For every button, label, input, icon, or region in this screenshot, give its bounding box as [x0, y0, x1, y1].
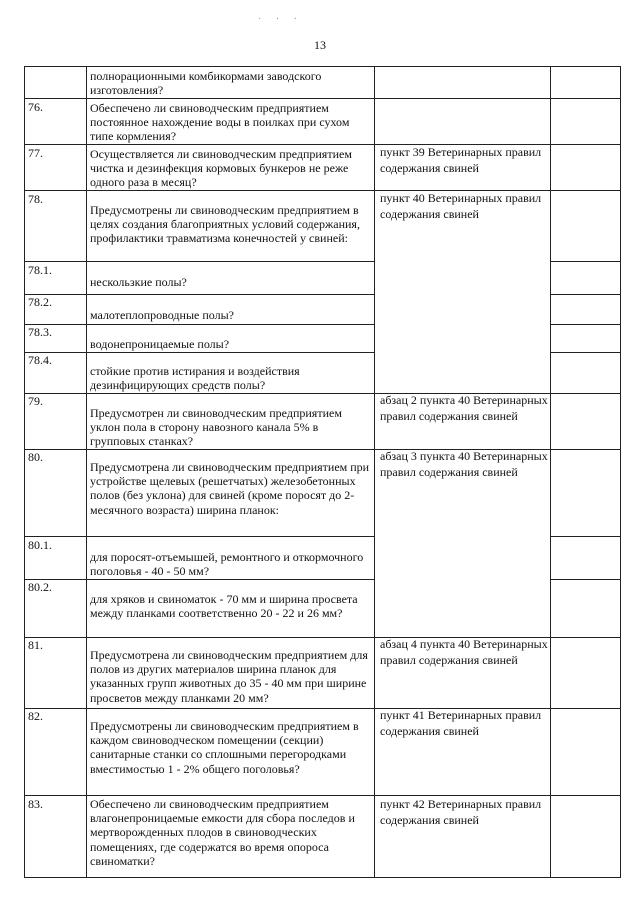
- question-text: Предусмотрена ли свиноводческим предприятием при устройстве щелевых (решетчатых) железобетонных полов (без уклона) для свиней (кроме поросят до 2-месячного возраста) ширина планок:: [90, 460, 370, 517]
- table-row: [24, 98, 620, 144]
- table-row: [24, 579, 620, 637]
- question-text: Предусмотрены ли свиноводческим предприятием в целях создания благоприятных условий содержания, профилактики травматизма конечностей у свиней:: [90, 203, 360, 246]
- question-text: стойкие против истирания и воздействия дезинфицирующих средств полы?: [90, 364, 300, 393]
- question-text: малотеплопроводные полы?: [90, 308, 234, 322]
- question-text: для хряков и свиноматок - 70 мм и ширина просвета между планками соответственно 20 - 22 и 26 мм?: [90, 592, 358, 621]
- item-number: 78.1.: [28, 263, 52, 277]
- item-number: 76.: [28, 100, 43, 114]
- item-number: 80.: [28, 450, 43, 464]
- item-number: 80.1.: [28, 538, 52, 552]
- table-row: [24, 536, 620, 579]
- table-row: [24, 190, 620, 261]
- question-text: Обеспечено ли свиноводческим предприятием влагонепроницаемые емкости для сбора последов и мертворожденных плодов в свиноводческих помещениях, где содержатся во время опороса свиноматки?: [90, 797, 355, 868]
- scan-marks: · · ·: [258, 14, 303, 25]
- question-text: нескользкие полы?: [90, 275, 187, 289]
- item-number: 78.4.: [28, 353, 52, 367]
- checklist-table: [24, 66, 620, 878]
- question-text: Осуществляется ли свиноводческим предприятием чистка и дезинфекция кормовых бункеров не реже одного раза в месяц?: [90, 147, 352, 190]
- table-border-bottom: [24, 877, 620, 878]
- regulation-reference: абзац 2 пункта 40 Ветеринарных правил содержания свиней: [380, 393, 548, 423]
- regulation-reference: абзац 3 пункта 40 Ветеринарных правил содержания свиней: [380, 449, 548, 479]
- table-row: [24, 294, 620, 324]
- question-text: Обеспечено ли свиноводческим предприятием постоянное нахождение воды в поилках при сухом типе кормления?: [90, 101, 350, 144]
- question-text: для поросят-отъемышей, ремонтного и откормочного поголовья - 40 - 50 мм?: [90, 550, 364, 579]
- item-number: 77.: [28, 146, 43, 160]
- table-row: [24, 708, 620, 795]
- item-number: 80.2.: [28, 580, 52, 594]
- question-text: Предусмотрена ли свиноводческим предприятием для полов из других материалов ширина планок для указанных групп животных до 35 - 40 мм при ширине просветов между планками 20 мм?: [90, 648, 368, 705]
- table-row: [24, 66, 620, 98]
- table-row: [24, 449, 620, 536]
- regulation-reference: пункт 41 Ветеринарных правил содержания свиней: [380, 708, 542, 738]
- question-text: водонепроницаемые полы?: [90, 337, 230, 351]
- table-row: [24, 637, 620, 708]
- question-text: полнорационными комбикормами заводского изготовления?: [90, 69, 322, 98]
- question-text: Предусмотрен ли свиноводческим предприятием уклон пола в сторону навозного канала 5% в групповых станках?: [90, 406, 342, 449]
- question-text: Предусмотрены ли свиноводческим предприятием в каждом свиноводческом помещении (секции) санитарные станки со сплошными перегородками вместимостью 1 - 2% общего поголовья?: [90, 719, 359, 776]
- item-number: 82.: [28, 709, 43, 723]
- page-number: 13: [314, 38, 326, 52]
- table-col-line: [620, 66, 621, 878]
- table-row: [24, 795, 620, 877]
- regulation-reference: абзац 4 пункта 40 Ветеринарных правил содержания свиней: [380, 637, 548, 667]
- table-row: [24, 324, 620, 352]
- item-number: 78.: [28, 192, 43, 206]
- table-row: [24, 393, 620, 449]
- regulation-reference: пункт 42 Ветеринарных правил содержания свиней: [380, 797, 542, 827]
- regulation-reference: пункт 40 Ветеринарных правил содержания свиней: [380, 191, 542, 221]
- item-number: 78.3.: [28, 325, 52, 339]
- table-row: [24, 352, 620, 393]
- table-row: [24, 144, 620, 190]
- item-number: 81.: [28, 638, 43, 652]
- item-number: 83.: [28, 797, 43, 811]
- table-row: [24, 261, 620, 294]
- regulation-reference: пункт 39 Ветеринарных правил содержания свиней: [380, 145, 542, 175]
- item-number: 78.2.: [28, 295, 52, 309]
- item-number: 79.: [28, 394, 43, 408]
